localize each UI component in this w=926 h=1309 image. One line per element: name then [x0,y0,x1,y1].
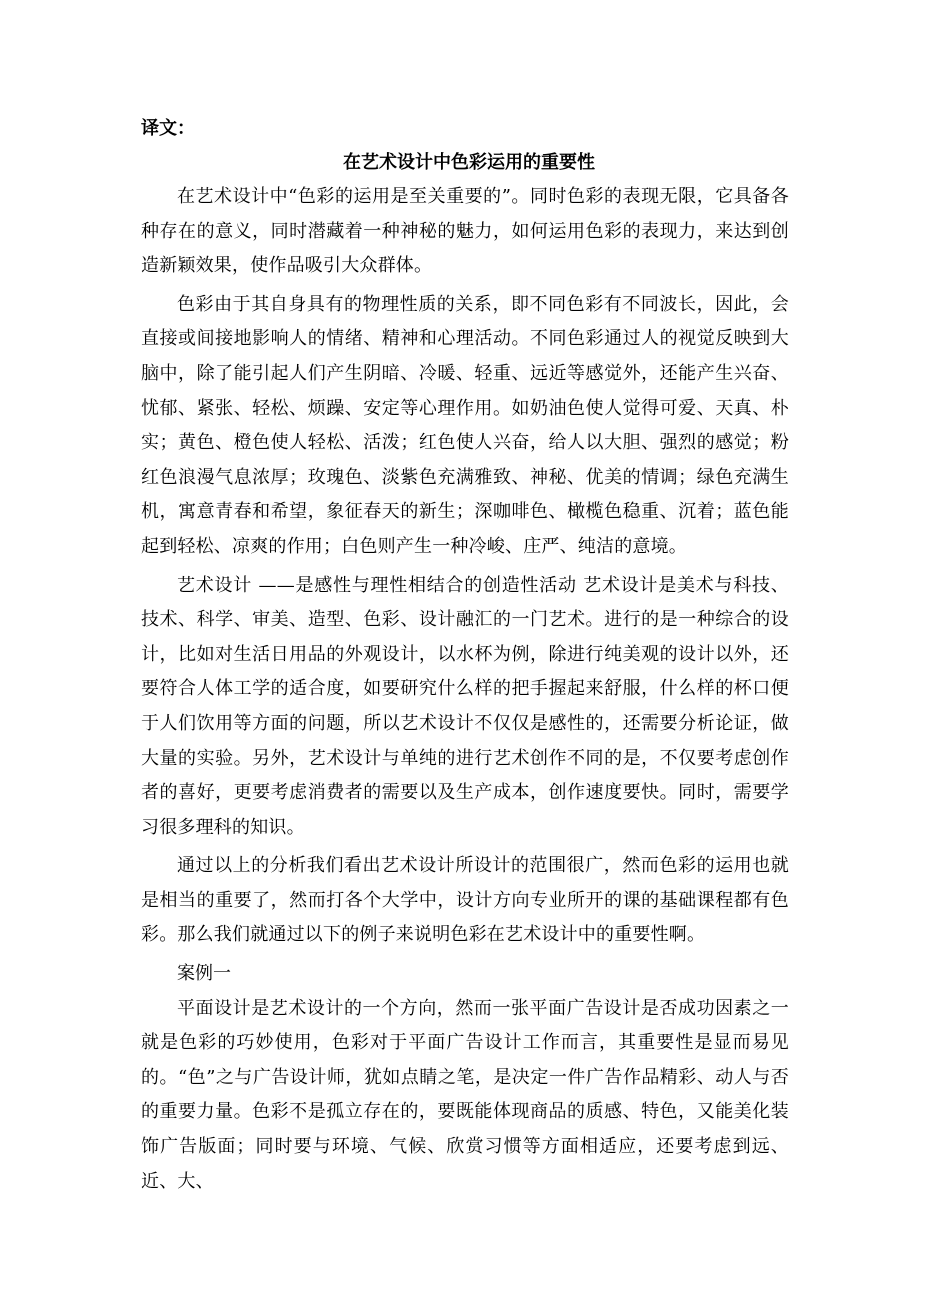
paragraph-color-psychology: 色彩由于其自身具有的物理性质的关系，即不同色彩有不同波长，因此，会直接或间接地影响人的情绪、精神和心理活动。不同色彩通过人的视觉反映到大脑中，除了能引起人们产生阴暗、冷暖、轻重、远近等感觉外，还能产生兴奋、忧郁、紧张、轻松、烦躁、安定等心理作用。如奶油色使人觉得可爱、天真、朴实；黄色、橙色使人轻松、活泼；红色使人兴奋，给人以大胆、强烈的感觉；粉红色浪漫气息浓厚；玫瑰色、淡紫色充满雅致、神秘、优美的情调；绿色充满生机，寓意青春和希望，象征春天的新生；深咖啡色、橄榄色稳重、沉着；蓝色能起到轻松、凉爽的作用；白色则产生一种冷峻、庄严、纯洁的意境。 [141,293,789,557]
paragraph-case-one: 平面设计是艺术设计的一个方向，然而一张平面广告设计是否成功因素之一就是色彩的巧妙使用，色彩对于平面广告设计工作而言，其重要性是显而易见的。“色”之与广告设计师，犹如点睛之笔，是决定一件广告作品精彩、动人与否的重要力量。色彩不是孤立存在的，要既能体现商品的质感、特色，又能美化装饰广告版面；同时要与环境、气候、欣赏习惯等方面相适应，还要考虑到远、近、大、 [141,997,789,1192]
paragraph-intro: 在艺术设计中“色彩的运用是至关重要的”。同时色彩的表现无限，它具备各种存在的意义，同时潜藏着一种神秘的魅力，如何运用色彩的表现力，来达到创造新颖效果，使作品吸引大众群体。 [141,186,789,277]
paragraph-art-design: 艺术设计 ——是感性与理性相结合的创造性活动 艺术设计是美术与科技、技术、科学、审美、造型、色彩、设计融汇的一门艺术。进行的是一种综合的设计，比如对生活日用品的外观设计，以水杯为例，除进行纯美观的设计以外，还要符合人体工学的适合度，如要研究什么样的把手握起来舒服，什么样的杯口便于人们饮用等方面的问题，所以艺术设计不仅仅是感性的，还需要分析论证，做大量的实验。另外，艺术设计与单纯的进行艺术创作不同的是，不仅要考虑创作者的喜好，更要考虑消费者的需要以及生产成本，创作速度要快。同时，需要学习很多理科的知识。 [141,574,789,838]
translation-label: 译文： [141,118,195,139]
document-title: 在艺术设计中色彩运用的重要性 [343,152,595,173]
case-label: 案例一 [177,963,231,985]
paragraph-analysis: 通过以上的分析我们看出艺术设计所设计的范围很广，然而色彩的运用也就是相当的重要了，然而打各个大学中，设计方向专业所开的课的基础课程都有色彩。那么我们就通过以下的例子来说明色彩在艺术设计中的重要性啊。 [141,855,789,946]
document-body [141,112,789,1199]
